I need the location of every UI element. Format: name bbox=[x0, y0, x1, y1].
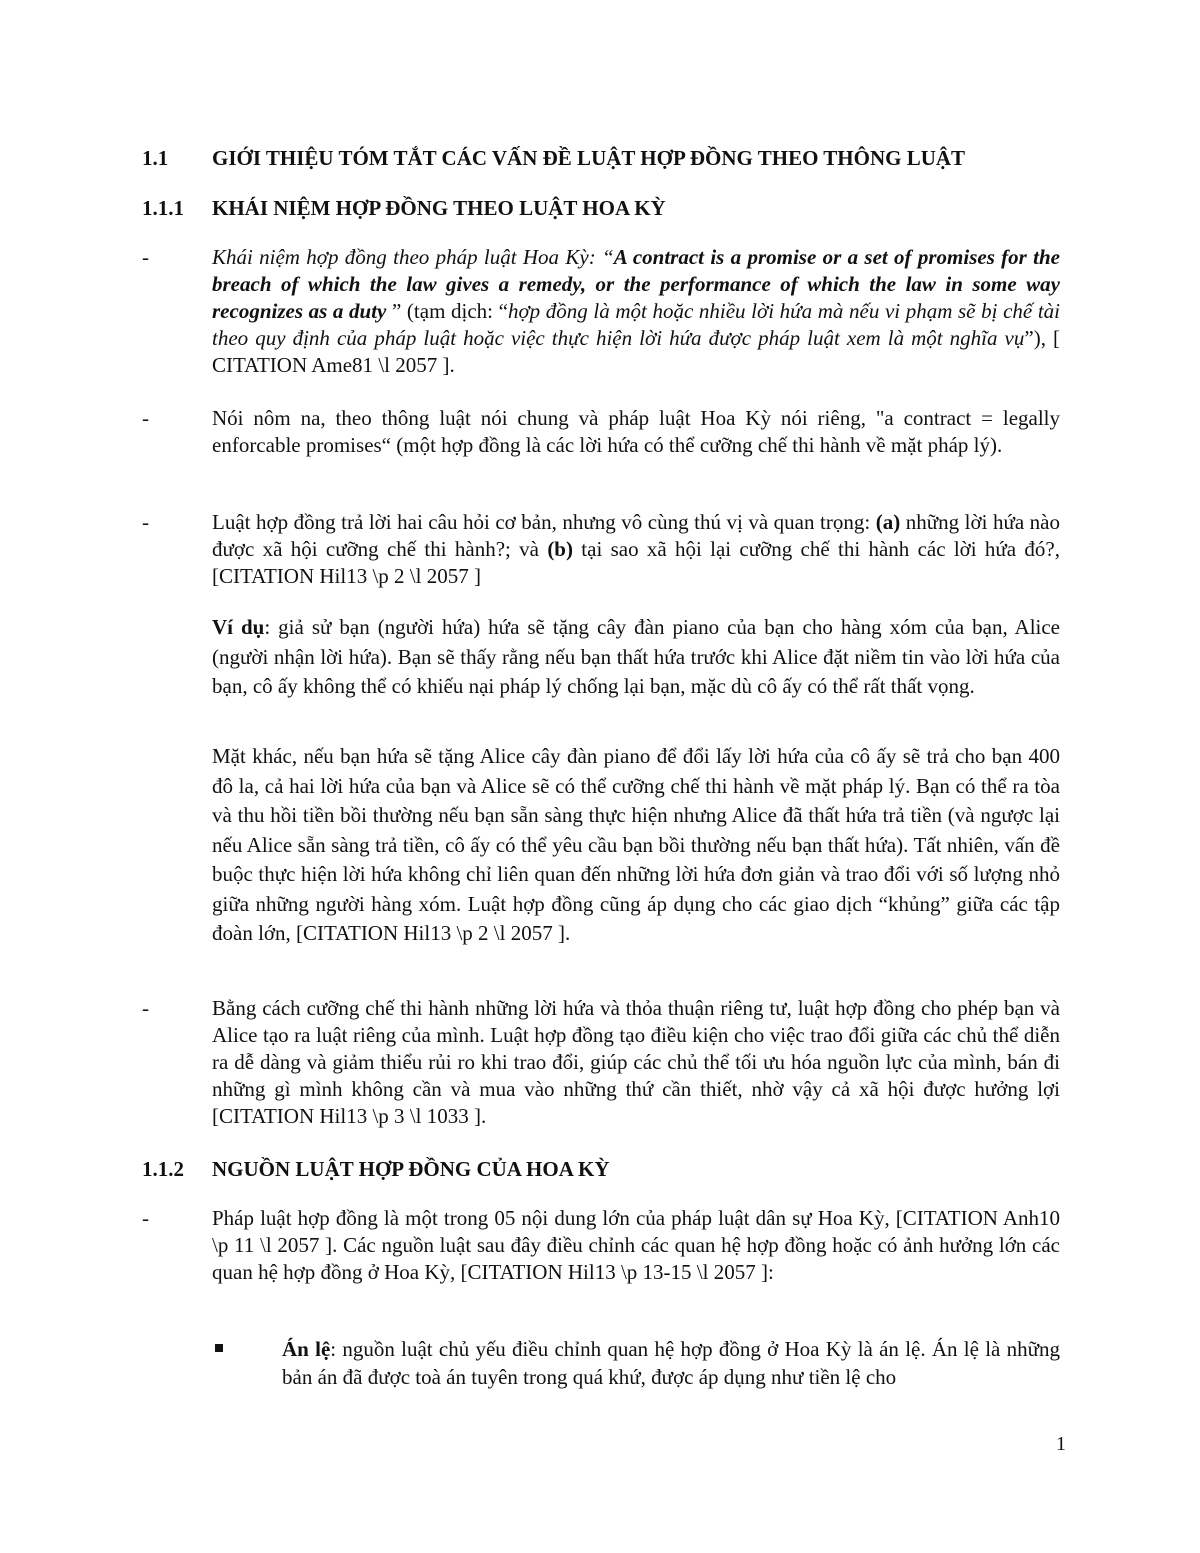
list-item-text: Bằng cách cưỡng chế thi hành những lời hứa và thỏa thuận riêng tư, luật hợp đồng cho phép bạn và Alice tạo ra luật riêng của mình. Luật hợp đồng tạo điều kiện cho việc trao đổi giữa các chủ thể diễn ra dễ dàng và giảm thiểu rủi ro khi trao đổi, giúp các chủ thể tối ưu hóa nguồn lực của mình, bán đi những gì mình không cần và mua vào những thứ cần thiết, nhờ vậy cả xã hội được hưởng lợi [CITATION Hil13 \p 3 \l 1033 ]. bbox=[212, 996, 1060, 1128]
list-item-text: Nói nôm na, theo thông luật nói chung và pháp luật Hoa Kỳ nói riêng, "a contract = legally enforcable promises“ (một hợp đồng là các lời hứa có thể cưỡng chế thi hành về mặt pháp lý). bbox=[212, 406, 1060, 457]
list-item-plain-meaning bbox=[142, 405, 1060, 459]
label-b: (b) bbox=[547, 537, 573, 561]
list-item-text: Pháp luật hợp đồng là một trong 05 nội dung lớn của pháp luật dân sự Hoa Kỳ, [CITATION Anh10 \p 11 \l 2057 ]. Các nguồn luật sau đây điều chỉnh các quan hệ hợp đồng hoặc có ảnh hưởng lớn các quan hệ hợp đồng ở Hoa Kỳ, [CITATION Hil13 \p 13-15 \l 2057 ]: bbox=[212, 1206, 1060, 1284]
question-a: những lời hứa nào được xã hội cưỡng chế thi hành?; và bbox=[212, 510, 1060, 561]
list-item-definition bbox=[142, 244, 1060, 379]
example-paragraph bbox=[212, 613, 1060, 702]
questions-intro: Luật hợp đồng trả lời hai câu hỏi cơ bản, nhưng vô cùng thú vị và quan trọng: bbox=[212, 510, 876, 534]
page-number: 1 bbox=[1056, 1433, 1066, 1455]
subsection-heading-1 bbox=[142, 193, 1062, 223]
example-text: : giả sử bạn (người hứa) hứa sẽ tặng cây đàn piano của bạn cho hàng xóm của bạn, Alice (người nhận lời hứa). Bạn sẽ thấy rằng nếu bạn thất hứa trước khi Alice đặt niềm tin vào lời hứa của bạn, cô ấy không thể có khiếu nại pháp lý chống lại bạn, mặc dù cô ấy có thể rất thất vọng. bbox=[212, 615, 1061, 698]
definition-mid: ” (tạm dịch: “ bbox=[386, 299, 508, 323]
dash-marker: - bbox=[142, 406, 149, 430]
definition-translation: hợp đồng là một hoặc nhiều lời hứa mà nếu vi phạm sẽ bị chế tài theo quy định của pháp luật hoặc việc thực hiện lời hứa được pháp luật xem là một nghĩa vụ bbox=[212, 299, 1061, 350]
definition-quote: A contract is a promise or a set of promises for the breach of which the law gives a remedy, or the performance of which the law in some way recognizes as a duty bbox=[212, 245, 1060, 323]
subsection-number: 1.1.1 bbox=[142, 196, 184, 220]
subsection-title: NGUỒN LUẬT HỢP ĐỒNG CỦA HOA KỲ bbox=[212, 1157, 610, 1181]
label-a: (a) bbox=[875, 510, 901, 534]
definition-lead: Khái niệm hợp đồng theo pháp luật Hoa Kỳ: “ bbox=[212, 245, 614, 269]
square-bullet-icon bbox=[215, 1344, 223, 1352]
dash-marker: - bbox=[142, 245, 149, 269]
definition-citation: ”), [ CITATION Ame81 \l 2057 ]. bbox=[212, 326, 1060, 377]
dash-marker: - bbox=[142, 996, 149, 1020]
example-paragraph-2: Mặt khác, nếu bạn hứa sẽ tặng Alice cây đàn piano để đổi lấy lời hứa của cô ấy sẽ trả cho bạn 400 đô la, cả hai lời hứa của bạn và Alice sẽ có thể cưỡng chế thi hành về mặt pháp lý. Bạn có thể ra tòa và thu hồi tiền bồi thường nếu bạn sẵn sàng thực hiện nhưng Alice đã thất hứa trả tiền (và ngược lại nếu Alice sẵn sàng trả tiền, cô ấy có thể yêu cầu bạn bồi thường nếu bạn thất hứa). Tất nhiên, vấn đề buộc thực hiện lời hứa không chỉ liên quan đến những lời hứa đơn giản và trao đổi với số lượng nhỏ giữa những người hàng xóm. Luật hợp đồng cũng áp dụng cho các giao dịch “khủng” giữa các tập đoàn lớn, [CITATION Hil13 \p 2 \l 2057 ]. bbox=[212, 744, 1060, 945]
bullet-item-case-law bbox=[212, 1335, 1060, 1391]
subsection-heading-2 bbox=[142, 1154, 1062, 1184]
section-heading bbox=[142, 143, 1062, 173]
dash-marker: - bbox=[142, 1206, 149, 1230]
bullet-text bbox=[282, 1335, 1060, 1391]
subsection-number: 1.1.2 bbox=[142, 1157, 184, 1181]
list-item-private-law bbox=[142, 995, 1060, 1130]
dash-marker: - bbox=[142, 510, 149, 534]
section-number: 1.1 bbox=[142, 146, 169, 170]
list-item-sources bbox=[142, 1205, 1060, 1286]
section-title: GIỚI THIỆU TÓM TẮT CÁC VẤN ĐỀ LUẬT HỢP ĐỒNG THEO THÔNG LUẬT bbox=[212, 146, 966, 170]
bullet-label: Án lệ bbox=[282, 1337, 331, 1361]
example-label: Ví dụ bbox=[212, 615, 265, 639]
subsection-title: KHÁI NIỆM HỢP ĐỒNG THEO LUẬT HOA KỲ bbox=[212, 196, 666, 220]
list-item-text bbox=[212, 244, 1060, 379]
bullet-body: : nguồn luật chủ yếu điều chỉnh quan hệ hợp đồng ở Hoa Kỳ là án lệ. Án lệ là những bản án đã được toà án tuyên trong quá khứ, được áp dụng như tiền lệ cho bbox=[282, 1337, 1060, 1389]
list-item-text bbox=[212, 509, 1060, 590]
list-item-basic-questions bbox=[142, 509, 1060, 590]
question-b: tại sao xã hội lại cưỡng chế thi hành các lời hứa đó?, [CITATION Hil13 \p 2 \l 2057 ] bbox=[212, 537, 1060, 588]
